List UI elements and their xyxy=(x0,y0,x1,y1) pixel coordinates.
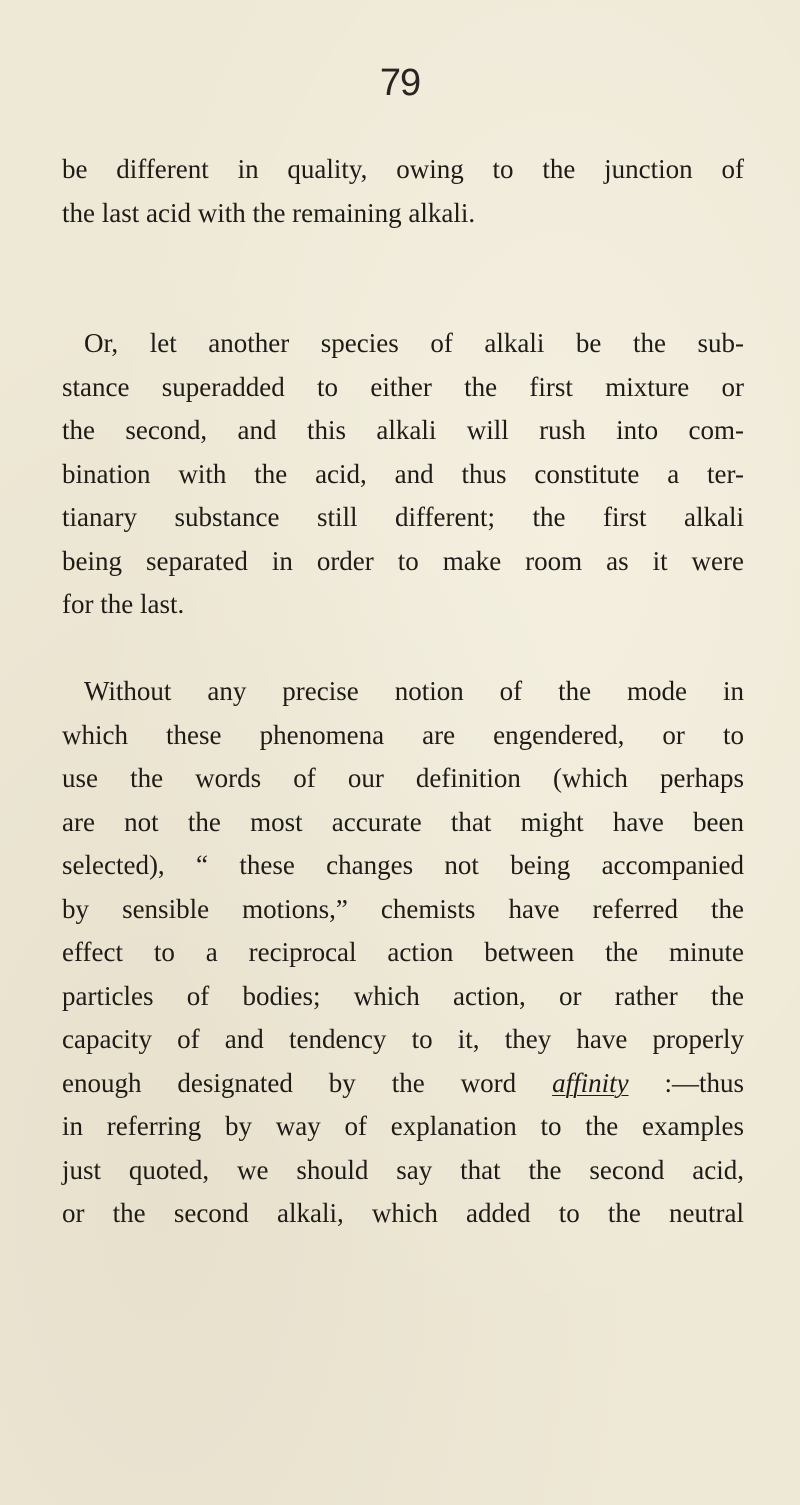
text-line: Without any precise notion of the mode in xyxy=(84,676,744,706)
text-line: be different in quality, owing to the junction of xyxy=(62,154,744,184)
text-line: the last acid with the remaining alkali. xyxy=(62,197,476,228)
paragraph-3 xyxy=(62,670,744,1236)
text-line: effect to a reciprocal action between the minute xyxy=(62,937,744,967)
text-line: being separated in order to make room as it were xyxy=(62,545,744,576)
text-line: by sensible motions,” chemists have referred the xyxy=(62,893,744,924)
paragraph-2 xyxy=(62,322,744,627)
text-line: which these phenomena are engendered, or to xyxy=(62,719,744,750)
text-line: are not the most accurate that might have been xyxy=(62,806,744,837)
emphasized-word: affinity xyxy=(552,1067,629,1098)
text-line: Or, let another species of alkali be the sub- xyxy=(84,328,744,358)
text-line: particles of bodies; which action, or rather the xyxy=(62,980,744,1011)
text-line: bination with the acid, and thus constitute a ter- xyxy=(62,458,744,489)
text-line: the second, and this alkali will rush into com- xyxy=(62,415,744,445)
text-line: just quoted, we should say that the second acid, xyxy=(62,1154,744,1185)
text-segment: enough designated by the word xyxy=(62,1067,553,1098)
text-line: or the second alkali, which added to the neutral xyxy=(62,1198,744,1228)
text-line-affinity xyxy=(62,1062,744,1106)
text-line: selected), “ these changes not being accompanied xyxy=(62,850,744,880)
text-line: capacity of and tendency to it, they have properly xyxy=(62,1024,744,1054)
page-number: 79 xyxy=(379,62,421,104)
text-line: use the words of our definition (which perhaps xyxy=(62,763,744,793)
text-line: in referring by way of explanation to the examples xyxy=(62,1111,744,1141)
paragraph-1 xyxy=(62,148,744,235)
text-segment: :—thus xyxy=(628,1067,744,1098)
text-line: stance superadded to either the first mixture or xyxy=(62,371,744,402)
text-line: tianary substance still different; the first alkali xyxy=(62,502,744,532)
text-line: for the last. xyxy=(62,589,185,619)
